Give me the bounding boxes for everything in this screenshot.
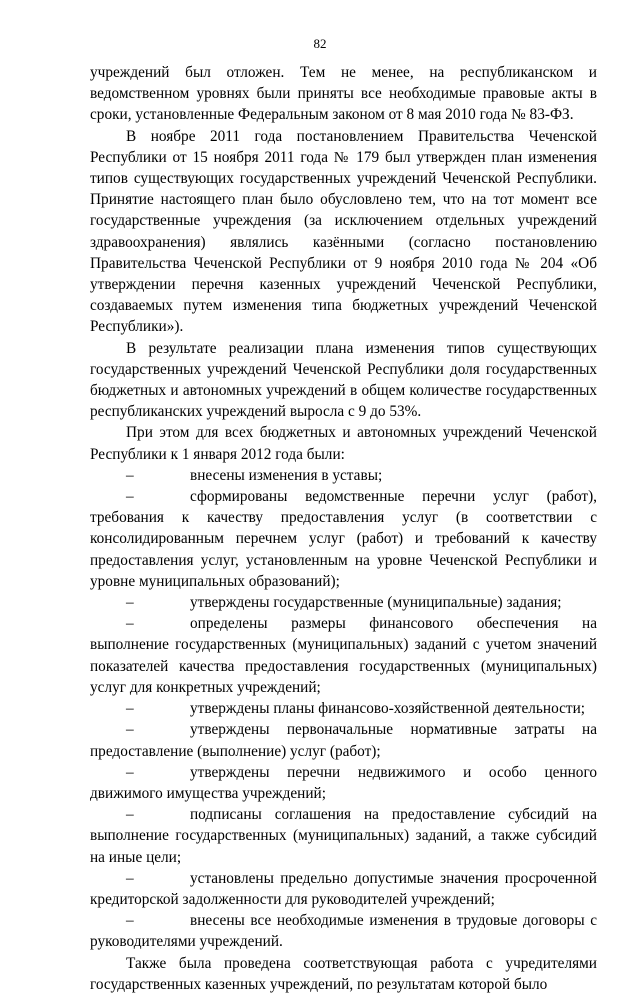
list-item-text: определены размеры финансового обеспечения на выполнение государственных (муниципальных) заданий с учетом значений показателей качества предоставления государственных (муниципальных) услуг для конкретных учреждений;: [90, 615, 597, 696]
paragraph-november-2011-plan: В ноябре 2011 года постановлением Правительства Чеченской Республики от 15 ноября 2011 года № 179 был утвержден план изменения типов существующих государственных учреждений Чеченской Республики. Принятие настоящего план было обусловлено тем, что на тот момент все государственные учреждения (за исключением отдельных учреждений здравоохранения) являлись казёнными (согласно постановлению Правительства Чеченской Республики от 9 ноября 2010 года № 204 «Об утверждении перечня казенных учреждений Чеченской Республики, создаваемых путем изменения типа бюджетных учреждений Чеченской Республики»).: [90, 127, 597, 336]
document-body: [90, 62, 597, 995]
list-item: [90, 486, 597, 592]
list-item-text: утверждены первоначальные нормативные затраты на предоставление (выполнение) услуг (работ);: [90, 721, 597, 760]
list-item-text: внесены изменения в уставы;: [190, 466, 383, 484]
list-item: [90, 762, 597, 804]
paragraph-results: В результате реализации плана изменения типов существующих государственных учреждений Чеченской Республики доля государственных бюджетных и автономных учреждений в общем количестве государственных республиканских учреждений выросла с 9 до 53%.: [90, 339, 597, 421]
list-item-text: утверждены государственные (муниципальные) задания;: [190, 594, 562, 612]
list-item: [90, 465, 597, 486]
dash-bullet: –: [126, 615, 134, 633]
list-item: [90, 698, 597, 719]
dash-bullet: –: [126, 763, 134, 781]
list-item-text: внесены все необходимые изменения в трудовые договоры с руководителями учреждений.: [90, 912, 597, 951]
paragraph-continuation: учреждений был отложен. Тем не менее, на республиканском и ведомственном уровнях были приняты все необходимые правовые акты в сроки, установленные Федеральным законом от 8 мая 2010 года № 83-ФЗ.: [90, 64, 597, 124]
dash-bullet: –: [126, 912, 134, 930]
list-item-text: утверждены планы финансово-хозяйственной деятельности;: [190, 700, 586, 718]
paragraph-list-intro: При этом для всех бюджетных и автономных учреждений Чеченской Республики к 1 января 2012 года были:: [90, 424, 597, 463]
paragraph-final: Также была проведена соответствующая работа с учредителями государственных казенных учреждений, по результатам которой было: [90, 954, 597, 993]
dash-bullet: –: [126, 700, 134, 718]
page-number: 82: [313, 36, 327, 51]
list-item: [90, 719, 597, 761]
list-item-text: установлены предельно допустимые значения просроченной кредиторской задолженности для руководителей учреждений;: [90, 869, 597, 908]
list-item-text: сформированы ведомственные перечни услуг (работ), требования к качеству предоставления услуг (в соответствии с консолидированным перечнем услуг (работ) и требований к качеству предоставления услуг, установленным на уровне Чеченской Республики и уровне муниципальных образований);: [90, 488, 597, 590]
list-item-text: утверждены перечни недвижимого и особо ценного движимого имущества учреждений;: [90, 763, 597, 802]
list-item-text: подписаны соглашения на предоставление субсидий на выполнение государственных (муниципальных) заданий, а также субсидий на иные цели;: [90, 806, 597, 866]
list-item: [90, 804, 597, 868]
dash-bullet: –: [126, 466, 134, 484]
list-item: [90, 592, 597, 613]
list-item: [90, 613, 597, 698]
dash-bullet: –: [126, 721, 134, 739]
list-item: [90, 910, 597, 952]
dash-bullet: –: [126, 488, 134, 506]
dash-bullet: –: [126, 869, 134, 887]
list-item: [90, 868, 597, 910]
dash-bullet: –: [126, 806, 134, 824]
dash-bullet: –: [126, 594, 134, 612]
